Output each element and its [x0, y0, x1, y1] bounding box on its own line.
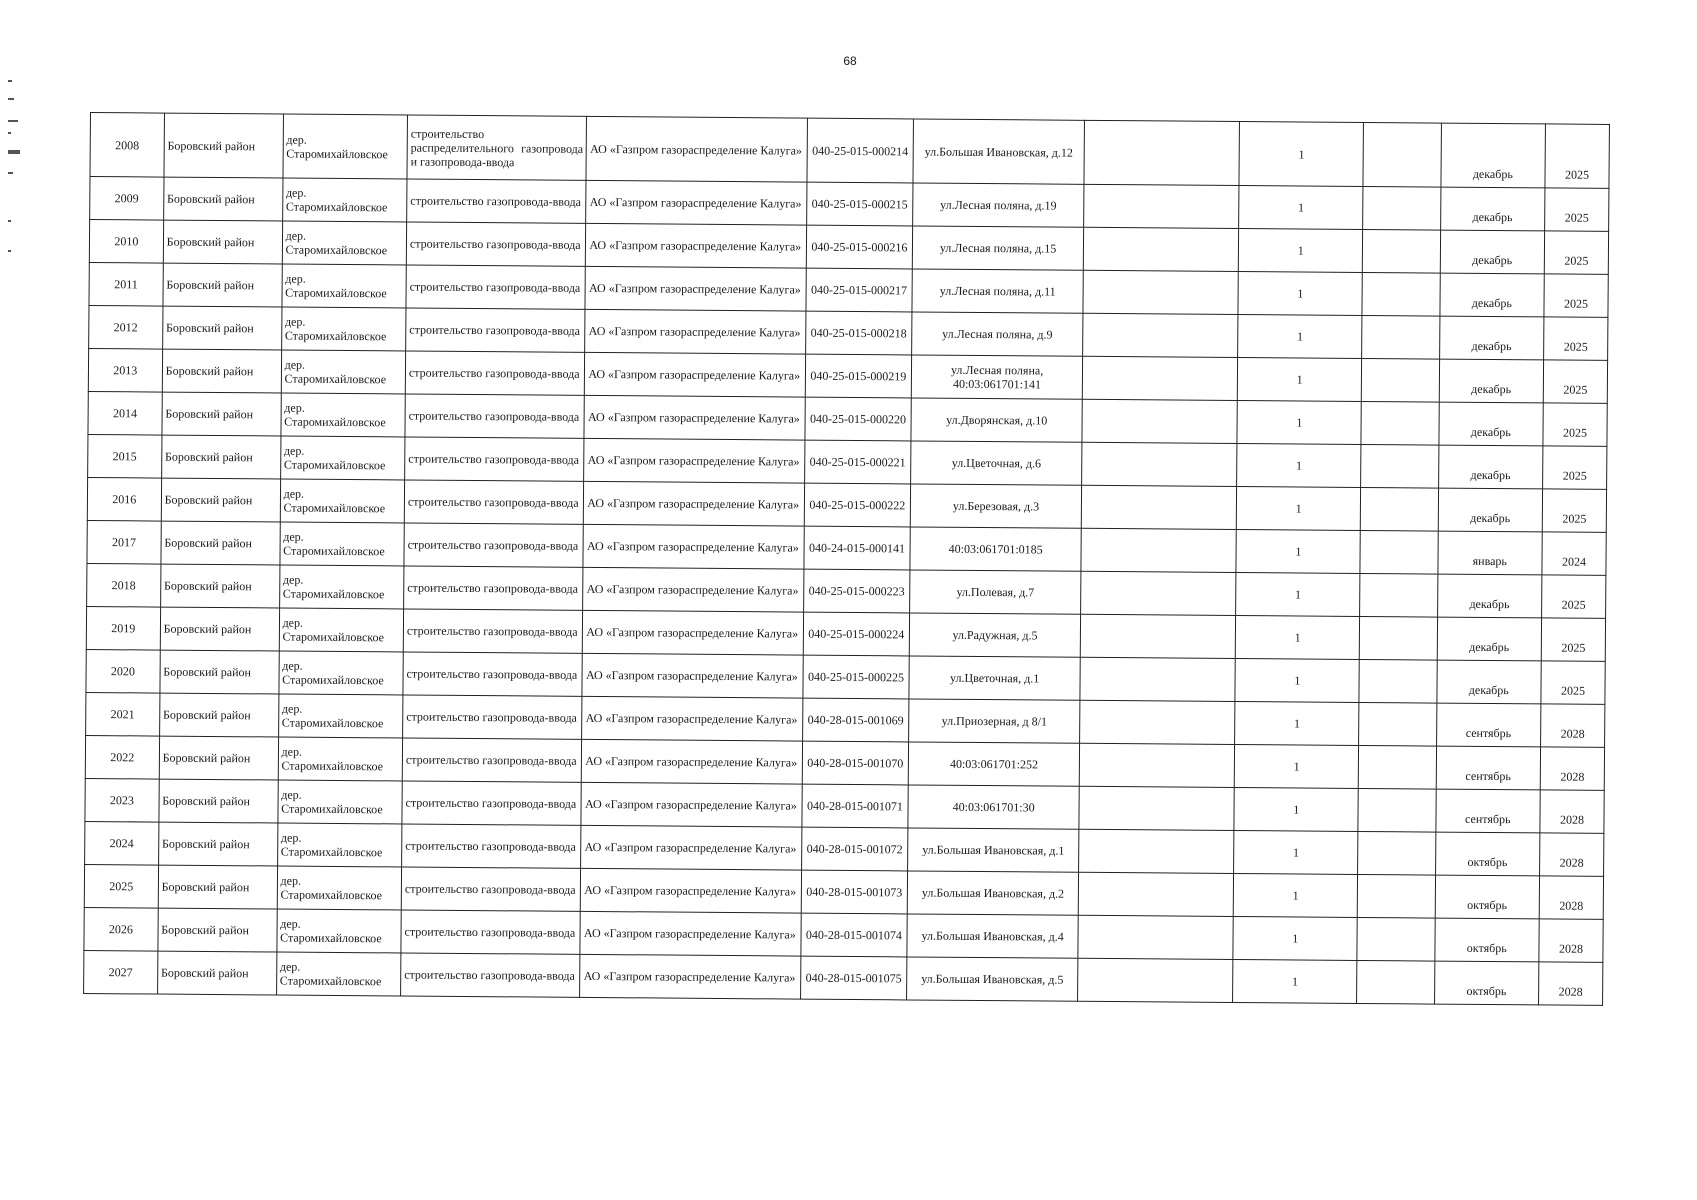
- district-cell: Боровский район: [162, 349, 281, 393]
- organization-cell: АО «Газпром газораспределение Калуга»: [585, 266, 805, 311]
- row-number-cell: 2011: [89, 262, 163, 306]
- address-cell: ул.Лесная поляна, д.15: [913, 226, 1084, 270]
- page-number: 68: [843, 54, 857, 68]
- address-cell: ул.Цветочная, д.1: [909, 656, 1080, 700]
- district-cell: Боровский район: [164, 113, 283, 178]
- organization-cell: АО «Газпром газораспределение Калуга»: [582, 696, 802, 741]
- quantity-cell: 1: [1239, 122, 1364, 187]
- month-cell: октябрь: [1434, 918, 1539, 962]
- month-cell: декабрь: [1439, 316, 1544, 360]
- quantity-cell: 1: [1239, 186, 1364, 230]
- address-cell: ул.Большая Ивановская, д.2: [908, 871, 1079, 915]
- year-cell: 2028: [1539, 876, 1603, 920]
- empty-cell: [1360, 616, 1437, 660]
- district-cell: Боровский район: [159, 736, 278, 780]
- work-description-cell: строительство газопровода-ввода: [403, 695, 583, 739]
- organization-cell: АО «Газпром газораспределение Калуга»: [583, 567, 803, 612]
- empty-cell: [1357, 917, 1434, 961]
- year-cell: 2025: [1541, 618, 1605, 662]
- year-cell: 2025: [1542, 575, 1606, 619]
- code-cell: 040-28-015-001075: [800, 956, 907, 1000]
- empty-cell: [1077, 958, 1233, 1002]
- settlement-cell: дер. Старомихайловское: [281, 307, 406, 351]
- empty-cell: [1362, 358, 1439, 402]
- settlement-cell: дер. Старомихайловское: [279, 608, 404, 652]
- district-cell: Боровский район: [162, 306, 281, 350]
- organization-cell: АО «Газпром газораспределение Калуга»: [581, 825, 801, 870]
- row-number-cell: 2015: [88, 434, 162, 478]
- empty-cell: [1362, 315, 1439, 359]
- settlement-cell: дер. Старомихайловское: [276, 952, 401, 996]
- code-cell: 040-25-015-000217: [805, 268, 912, 312]
- row-number-cell: 2010: [89, 220, 163, 264]
- quantity-cell: 1: [1236, 530, 1361, 574]
- settlement-cell: дер. Старомихайловское: [278, 737, 403, 781]
- settlement-cell: дер. Старомихайловское: [280, 479, 405, 523]
- row-number-cell: 2026: [84, 907, 158, 951]
- empty-cell: [1078, 872, 1234, 916]
- empty-cell: [1083, 270, 1239, 314]
- empty-cell: [1080, 614, 1236, 658]
- year-cell: 2028: [1540, 790, 1604, 834]
- organization-cell: АО «Газпром газораспределение Калуга»: [580, 954, 800, 999]
- document-sheet: [83, 112, 1610, 1006]
- empty-cell: [1361, 444, 1438, 488]
- empty-cell: [1082, 442, 1238, 486]
- year-cell: 2025: [1542, 489, 1606, 533]
- year-cell: 2028: [1541, 704, 1605, 748]
- row-number-cell: 2024: [85, 821, 159, 865]
- empty-cell: [1079, 700, 1235, 744]
- district-cell: Боровский район: [162, 392, 281, 436]
- year-cell: 2025: [1541, 661, 1605, 705]
- code-cell: 040-24-015-000141: [803, 526, 910, 570]
- work-description-cell: строительство газопровода-ввода: [402, 781, 582, 825]
- month-cell: декабрь: [1438, 488, 1543, 532]
- empty-cell: [1358, 788, 1435, 832]
- empty-cell: [1078, 829, 1234, 873]
- address-cell: 40:03:061701:0185: [910, 527, 1081, 571]
- year-cell: 2025: [1545, 124, 1609, 189]
- address-cell: ул.Полевая, д.7: [910, 570, 1081, 614]
- code-cell: 040-25-015-000218: [805, 311, 912, 355]
- row-number-cell: 2012: [89, 305, 163, 349]
- work-description-cell: строительство газопровода-ввода: [403, 652, 583, 696]
- settlement-cell: дер. Старомихайловское: [277, 866, 402, 910]
- row-number-cell: 2013: [88, 348, 162, 392]
- code-cell: 040-25-015-000225: [802, 655, 909, 699]
- work-description-cell: строительство газопровода-ввода: [404, 480, 584, 524]
- quantity-cell: 1: [1234, 788, 1359, 832]
- organization-cell: АО «Газпром газораспределение Калуга»: [584, 438, 804, 483]
- district-cell: Боровский район: [160, 650, 279, 694]
- work-description-cell: строительство распределительного газопровода и газопровода-ввода: [407, 115, 587, 180]
- empty-cell: [1362, 273, 1439, 317]
- month-cell: декабрь: [1438, 445, 1543, 489]
- work-description-cell: строительство газопровода-ввода: [402, 824, 582, 868]
- empty-cell: [1080, 657, 1236, 701]
- settlement-cell: дер. Старомихайловское: [281, 393, 406, 437]
- month-cell: декабрь: [1440, 230, 1545, 274]
- work-description-cell: строительство газопровода-ввода: [405, 351, 585, 395]
- empty-cell: [1359, 745, 1436, 789]
- year-cell: 2025: [1543, 403, 1607, 447]
- row-number-cell: 2009: [90, 177, 164, 221]
- month-cell: сентябрь: [1435, 789, 1540, 833]
- organization-cell: АО «Газпром газораспределение Калуга»: [583, 610, 803, 655]
- work-description-cell: строительство газопровода-ввода: [406, 308, 586, 352]
- month-cell: декабрь: [1438, 402, 1543, 446]
- quantity-cell: 1: [1238, 315, 1363, 359]
- row-number-cell: 2023: [85, 778, 159, 822]
- row-number-cell: 2022: [85, 735, 159, 779]
- work-description-cell: строительство газопровода-ввода: [401, 953, 581, 997]
- settlement-cell: дер. Старомихайловское: [280, 436, 405, 480]
- quantity-cell: 1: [1235, 616, 1360, 660]
- empty-cell: [1082, 399, 1238, 443]
- year-cell: 2028: [1539, 962, 1603, 1006]
- month-cell: октябрь: [1434, 961, 1539, 1005]
- organization-cell: АО «Газпром газораспределение Калуга»: [580, 911, 800, 956]
- month-cell: декабрь: [1437, 617, 1542, 661]
- quantity-cell: 1: [1233, 960, 1358, 1004]
- settlement-cell: дер. Старомихайловское: [277, 823, 402, 867]
- table-row: [90, 113, 1609, 189]
- work-description-cell: строительство газопровода-ввода: [406, 265, 586, 309]
- organization-cell: АО «Газпром газораспределение Калуга»: [586, 180, 806, 225]
- code-cell: 040-28-015-001070: [802, 741, 909, 785]
- address-cell: ул.Лесная поляна, д.9: [912, 312, 1083, 356]
- year-cell: 2025: [1544, 317, 1608, 361]
- organization-cell: АО «Газпром газораспределение Калуга»: [584, 481, 804, 526]
- quantity-cell: 1: [1236, 487, 1361, 531]
- address-cell: ул.Большая Ивановская, д.1: [908, 828, 1079, 872]
- code-cell: 040-25-015-000214: [807, 118, 914, 183]
- organization-cell: АО «Газпром газораспределение Калуга»: [581, 782, 801, 827]
- code-cell: 040-28-015-001072: [801, 827, 908, 871]
- organization-cell: АО «Газпром газораспределение Калуга»: [586, 223, 806, 268]
- quantity-cell: 1: [1236, 573, 1361, 617]
- empty-cell: [1084, 120, 1240, 185]
- year-cell: 2028: [1539, 919, 1603, 963]
- work-description-cell: строительство газопровода-ввода: [404, 523, 584, 567]
- code-cell: 040-25-015-000215: [806, 182, 913, 226]
- code-cell: 040-25-015-000222: [804, 483, 911, 527]
- work-description-cell: строительство газопровода-ввода: [405, 394, 585, 438]
- quantity-cell: 1: [1233, 917, 1358, 961]
- empty-cell: [1363, 230, 1440, 274]
- row-number-cell: 2014: [88, 391, 162, 435]
- settlement-cell: дер. Старомихайловское: [277, 909, 402, 953]
- empty-cell: [1081, 528, 1237, 572]
- address-cell: ул.Радужная, д.5: [910, 613, 1081, 657]
- empty-cell: [1360, 573, 1437, 617]
- empty-cell: [1078, 915, 1234, 959]
- quantity-cell: 1: [1234, 745, 1359, 789]
- empty-cell: [1361, 401, 1438, 445]
- year-cell: 2025: [1545, 188, 1609, 232]
- year-cell: 2028: [1540, 747, 1604, 791]
- settlement-cell: дер. Старомихайловское: [282, 221, 407, 265]
- address-cell: ул.Лесная поляна, д.19: [913, 183, 1084, 227]
- settlement-cell: дер. Старомихайловское: [279, 565, 404, 609]
- empty-cell: [1082, 356, 1238, 400]
- quantity-cell: 1: [1235, 702, 1360, 746]
- empty-cell: [1363, 123, 1441, 188]
- settlement-cell: дер. Старомихайловское: [278, 780, 403, 824]
- year-cell: 2025: [1544, 231, 1608, 275]
- row-number-cell: 2027: [84, 950, 158, 994]
- address-cell: ул.Дворянская, д.10: [911, 398, 1082, 442]
- month-cell: декабрь: [1439, 273, 1544, 317]
- code-cell: 040-25-015-000220: [804, 397, 911, 441]
- empty-cell: [1080, 571, 1236, 615]
- empty-cell: [1358, 874, 1435, 918]
- organization-cell: АО «Газпром газораспределение Калуга»: [582, 739, 802, 784]
- address-cell: ул.Большая Ивановская, д.12: [913, 119, 1084, 184]
- settlement-cell: дер. Старомихайловское: [283, 114, 408, 179]
- code-cell: 040-25-015-000224: [803, 612, 910, 656]
- empty-cell: [1358, 831, 1435, 875]
- work-description-cell: строительство газопровода-ввода: [406, 222, 586, 266]
- address-cell: 40:03:061701:30: [908, 785, 1079, 829]
- quantity-cell: 1: [1237, 358, 1362, 402]
- district-cell: Боровский район: [160, 607, 279, 651]
- organization-cell: АО «Газпром газораспределение Калуга»: [585, 309, 805, 354]
- row-number-cell: 2018: [87, 563, 161, 607]
- district-cell: Боровский район: [158, 822, 277, 866]
- quantity-cell: 1: [1233, 874, 1358, 918]
- gas-connection-table: [83, 112, 1610, 1006]
- month-cell: сентябрь: [1436, 746, 1541, 790]
- settlement-cell: дер. Старомихайловское: [280, 522, 405, 566]
- code-cell: 040-25-015-000221: [804, 440, 911, 484]
- address-cell: ул.Приозерная, д 8/1: [909, 699, 1080, 743]
- district-cell: Боровский район: [163, 263, 282, 307]
- empty-cell: [1079, 786, 1235, 830]
- district-cell: Боровский район: [159, 693, 278, 737]
- address-cell: ул.Большая Ивановская, д.5: [907, 957, 1078, 1001]
- district-cell: Боровский район: [163, 177, 282, 221]
- work-description-cell: строительство газопровода-ввода: [401, 910, 581, 954]
- organization-cell: АО «Газпром газораспределение Калуга»: [583, 524, 803, 569]
- empty-cell: [1361, 487, 1438, 531]
- month-cell: октябрь: [1435, 875, 1540, 919]
- row-number-cell: 2021: [86, 692, 160, 736]
- code-cell: 040-28-015-001069: [802, 698, 909, 742]
- empty-cell: [1360, 530, 1437, 574]
- row-number-cell: 2025: [84, 864, 158, 908]
- month-cell: декабрь: [1436, 660, 1541, 704]
- organization-cell: АО «Газпром газораспределение Калуга»: [585, 352, 805, 397]
- district-cell: Боровский район: [161, 478, 280, 522]
- address-cell: ул.Березовая, д.3: [911, 484, 1082, 528]
- code-cell: 040-28-015-001071: [801, 784, 908, 828]
- month-cell: декабрь: [1437, 574, 1542, 618]
- address-cell: ул.Цветочная, д.6: [911, 441, 1082, 485]
- empty-cell: [1079, 743, 1235, 787]
- address-cell: 40:03:061701:252: [909, 742, 1080, 786]
- settlement-cell: дер. Старомихайловское: [281, 350, 406, 394]
- year-cell: 2024: [1542, 532, 1606, 576]
- empty-cell: [1084, 184, 1240, 228]
- quantity-cell: 1: [1238, 229, 1363, 273]
- organization-cell: АО «Газпром газораспределение Калуга»: [586, 116, 807, 182]
- work-description-cell: строительство газопровода-ввода: [404, 566, 584, 610]
- district-cell: Боровский район: [159, 779, 278, 823]
- address-cell: ул.Лесная поляна, 40:03:061701:141: [912, 355, 1083, 399]
- organization-cell: АО «Газпром газораспределение Калуга»: [582, 653, 802, 698]
- district-cell: Боровский район: [158, 908, 277, 952]
- empty-cell: [1081, 485, 1237, 529]
- district-cell: Боровский район: [161, 521, 280, 565]
- month-cell: декабрь: [1439, 359, 1544, 403]
- month-cell: январь: [1437, 531, 1542, 575]
- quantity-cell: 1: [1234, 831, 1359, 875]
- empty-cell: [1363, 187, 1440, 231]
- settlement-cell: дер. Старомихайловское: [282, 178, 407, 222]
- month-cell: декабрь: [1440, 187, 1545, 231]
- work-description-cell: строительство газопровода-ввода: [402, 738, 582, 782]
- row-number-cell: 2020: [86, 649, 160, 693]
- settlement-cell: дер. Старомихайловское: [279, 651, 404, 695]
- month-cell: октябрь: [1435, 832, 1540, 876]
- code-cell: 040-25-015-000216: [806, 225, 913, 269]
- year-cell: 2025: [1544, 274, 1608, 318]
- district-cell: Боровский район: [158, 865, 277, 909]
- organization-cell: АО «Газпром газораспределение Калуга»: [584, 395, 804, 440]
- district-cell: Боровский район: [160, 564, 279, 608]
- year-cell: 2028: [1540, 833, 1604, 877]
- work-description-cell: строительство газопровода-ввода: [403, 609, 583, 653]
- organization-cell: АО «Газпром газораспределение Калуга»: [581, 868, 801, 913]
- row-number-cell: 2019: [86, 606, 160, 650]
- work-description-cell: строительство газопровода-ввода: [407, 179, 587, 223]
- row-number-cell: 2008: [90, 113, 164, 178]
- year-cell: 2025: [1543, 446, 1607, 490]
- quantity-cell: 1: [1235, 659, 1360, 703]
- month-cell: сентябрь: [1436, 703, 1541, 747]
- address-cell: ул.Большая Ивановская, д.4: [907, 914, 1078, 958]
- year-cell: 2025: [1543, 360, 1607, 404]
- district-cell: Боровский район: [163, 220, 282, 264]
- work-description-cell: строительство газопровода-ввода: [405, 437, 585, 481]
- empty-cell: [1083, 227, 1239, 271]
- address-cell: ул.Лесная поляна, д.11: [912, 269, 1083, 313]
- row-number-cell: 2016: [87, 477, 161, 521]
- scan-margin-marks: [8, 80, 28, 300]
- code-cell: 040-28-015-001073: [801, 870, 908, 914]
- district-cell: Боровский район: [157, 951, 276, 995]
- quantity-cell: 1: [1237, 401, 1362, 445]
- code-cell: 040-25-015-000223: [803, 569, 910, 613]
- table-body: [84, 113, 1610, 1006]
- quantity-cell: 1: [1238, 272, 1363, 316]
- row-number-cell: 2017: [87, 520, 161, 564]
- empty-cell: [1359, 702, 1436, 746]
- work-description-cell: строительство газопровода-ввода: [401, 867, 581, 911]
- empty-cell: [1083, 313, 1239, 357]
- district-cell: Боровский район: [161, 435, 280, 479]
- code-cell: 040-25-015-000219: [805, 354, 912, 398]
- month-cell: декабрь: [1440, 123, 1545, 188]
- code-cell: 040-28-015-001074: [800, 913, 907, 957]
- empty-cell: [1357, 960, 1434, 1004]
- settlement-cell: дер. Старомихайловское: [282, 264, 407, 308]
- settlement-cell: дер. Старомихайловское: [278, 694, 403, 738]
- quantity-cell: 1: [1237, 444, 1362, 488]
- empty-cell: [1359, 659, 1436, 703]
